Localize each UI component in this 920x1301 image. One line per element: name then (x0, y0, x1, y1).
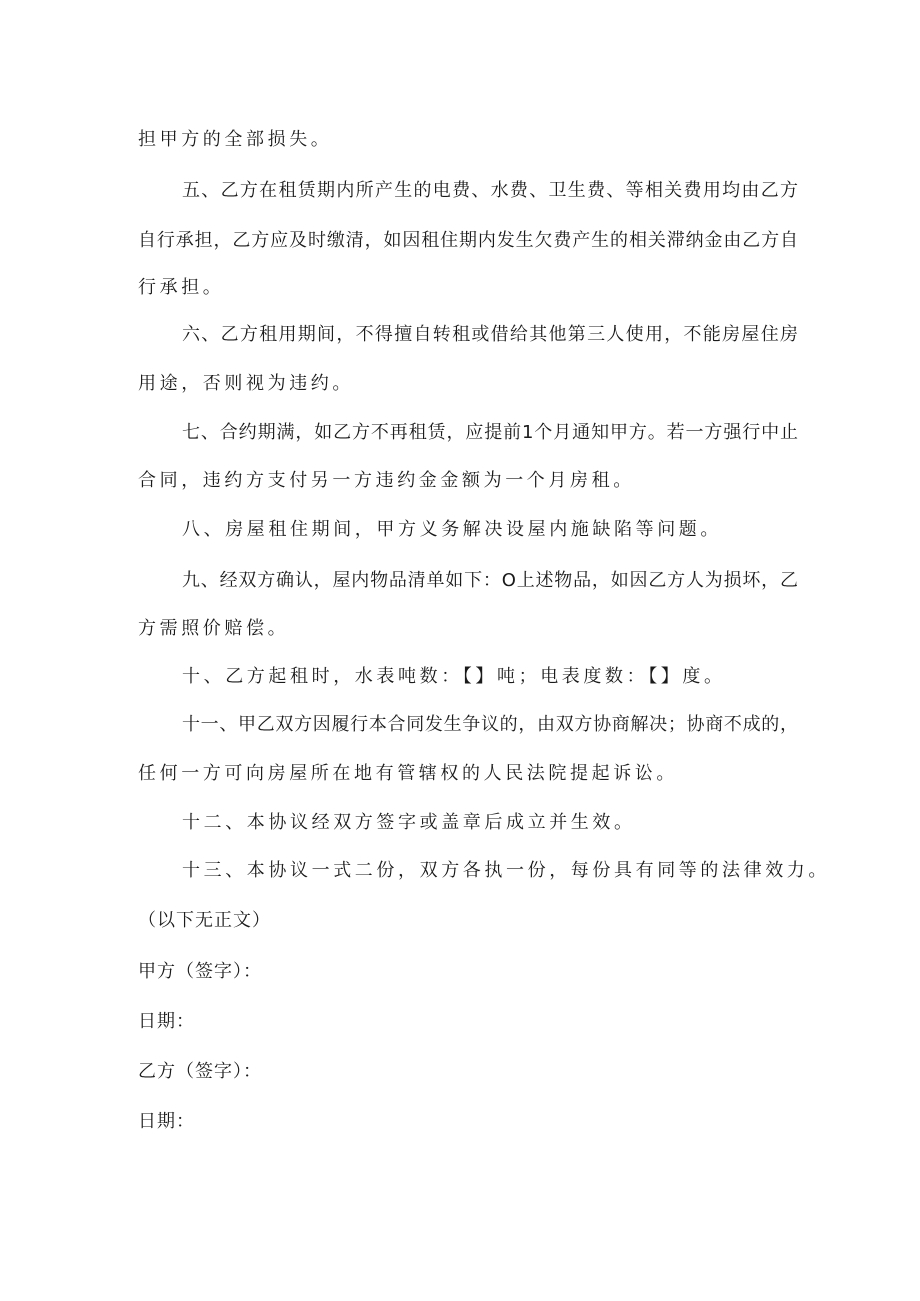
text-line: 十二、本协议经双方签字或盖章后成立并生效。 (182, 812, 636, 833)
text-line: 十、乙方起租时，水表吨数：【】吨；电表度数：【】度。 (182, 666, 726, 687)
text-line: 担甲方的全部损失。 (138, 129, 333, 150)
signature-line-party-a: 甲方（签字）： (138, 961, 262, 982)
text-line: （以下无正文） (138, 910, 271, 931)
text-line: 合同，违约方支付另一方违约金金额为一个月房租。 (138, 470, 635, 491)
text-line: 方需照价赔偿。 (138, 618, 290, 639)
text-line: 八、房屋租住期间，甲方义务解决设屋内施缺陷等问题。 (182, 519, 722, 540)
text-line: 六、乙方租用期间，不得擅自转租或借给其他第三人使用，不能房屋住房 (182, 324, 798, 345)
text-line: 十一、甲乙双方因履行本合同发生争议的，由双方协商解决；协商不成的， (182, 714, 798, 735)
date-line-party-b: 日期： (138, 1111, 195, 1132)
text-line: 任何一方可向房屋所在地有管辖权的人民法院提起诉讼。 (138, 763, 678, 784)
text-line: 行承担。 (138, 277, 225, 298)
text-line: 七、合约期满，如乙方不再租赁，应提前1个月通知甲方。若一方强行中止 (182, 422, 798, 443)
signature-line-party-b: 乙方（签字）： (138, 1061, 262, 1082)
text-line: 自行承担，乙方应及时缴清，如因租住期内发生欠费产生的相关滞纳金由乙方自 (138, 230, 798, 251)
text-line: 十三、本协议一式二份，双方各执一份，每份具有同等的法律效力。 (182, 860, 830, 881)
date-line-party-a: 日期： (138, 1011, 195, 1032)
text-line: 五、乙方在租赁期内所产生的电费、水费、卫生费、等相关费用均由乙方 (182, 180, 798, 201)
text-line: 用途，否则视为违约。 (138, 373, 354, 394)
text-line: 九、经双方确认，屋内物品清单如下：O上述物品，如因乙方人为损坏，乙 (182, 570, 798, 591)
